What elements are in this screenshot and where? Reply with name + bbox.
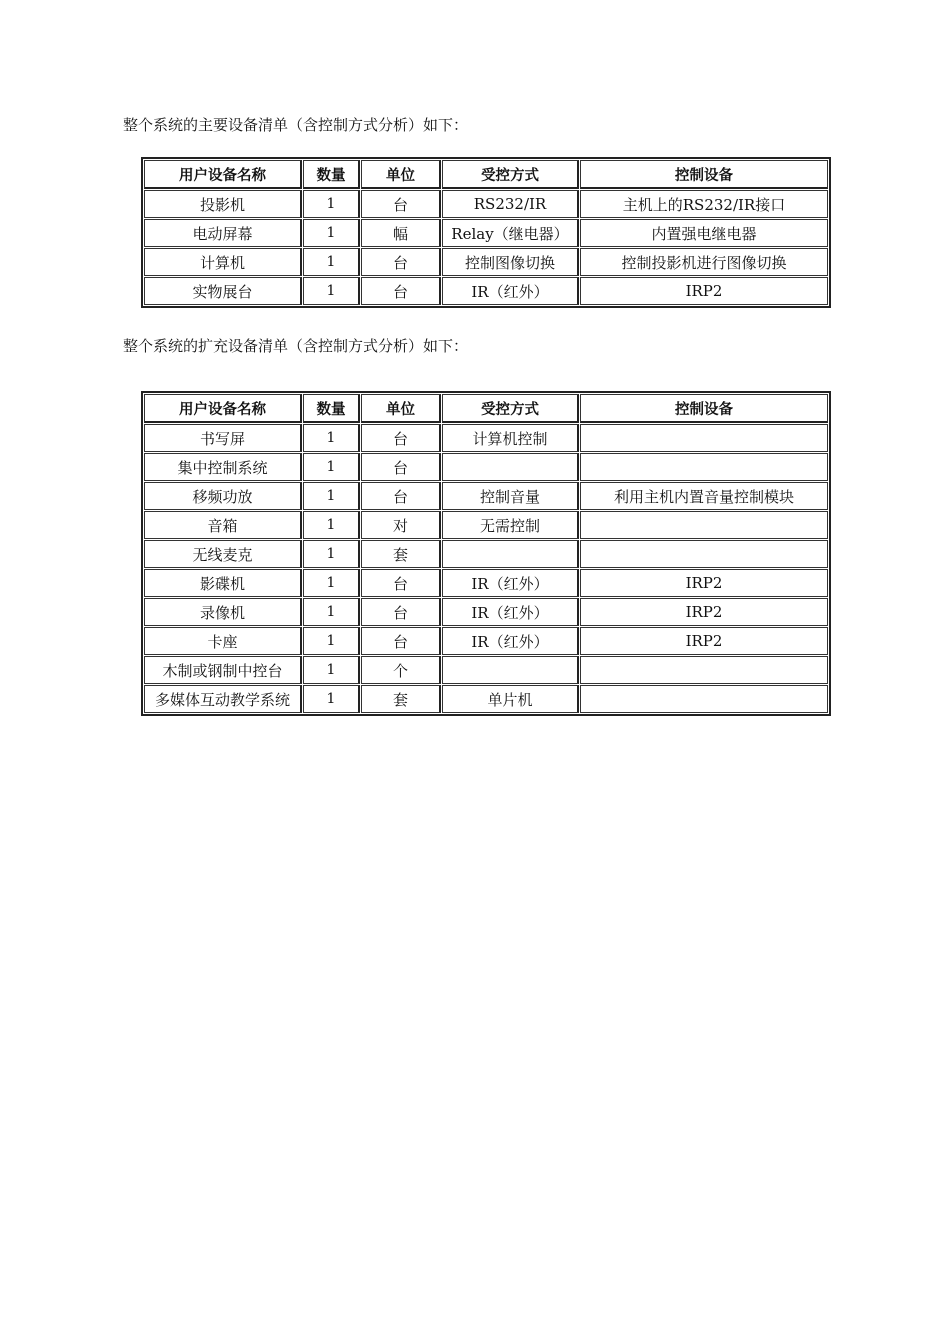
table-row [144,656,828,684]
main-equipment-table [141,157,831,308]
cell-control-mode: 无需控制 [442,511,579,539]
cell-unit: 台 [361,453,441,481]
table-row [144,540,828,568]
cell-device-name: 音箱 [144,511,302,539]
table-row [144,248,828,276]
cell-quantity: 1 [303,540,360,568]
cell-unit: 套 [361,540,441,568]
header-control-device: 控制设备 [580,160,828,189]
header-quantity: 数量 [303,394,360,423]
cell-unit: 台 [361,598,441,626]
cell-control-device: 主机上的RS232/IR接口 [580,190,828,218]
cell-device-name: 卡座 [144,627,302,655]
cell-unit: 台 [361,482,441,510]
cell-device-name: 集中控制系统 [144,453,302,481]
header-device-name: 用户设备名称 [144,394,302,423]
cell-control-mode: RS232/IR [442,190,579,218]
cell-control-mode [442,453,579,481]
cell-control-device: IRP2 [580,277,828,305]
cell-control-device [580,424,828,452]
cell-unit: 台 [361,190,441,218]
header-control-device: 控制设备 [580,394,828,423]
extended-table-body [144,424,828,713]
table-row [144,627,828,655]
cell-device-name: 移频功放 [144,482,302,510]
cell-quantity: 1 [303,277,360,305]
cell-quantity: 1 [303,190,360,218]
cell-control-mode: 单片机 [442,685,579,713]
cell-control-device: IRP2 [580,569,828,597]
cell-quantity: 1 [303,424,360,452]
table-header-row [144,394,828,423]
header-unit: 单位 [361,394,441,423]
cell-control-mode: IR（红外） [442,569,579,597]
header-quantity: 数量 [303,160,360,189]
cell-device-name: 多媒体互动教学系统 [144,685,302,713]
cell-device-name: 计算机 [144,248,302,276]
cell-control-device [580,511,828,539]
cell-quantity: 1 [303,685,360,713]
cell-control-device: IRP2 [580,598,828,626]
header-control-mode: 受控方式 [442,394,579,423]
table-row [144,482,828,510]
cell-quantity: 1 [303,598,360,626]
cell-quantity: 1 [303,482,360,510]
cell-unit: 套 [361,685,441,713]
cell-control-mode: Relay（继电器） [442,219,579,247]
cell-control-mode: 控制图像切换 [442,248,579,276]
cell-control-mode: IR（红外） [442,627,579,655]
cell-control-mode: 计算机控制 [442,424,579,452]
cell-unit: 台 [361,277,441,305]
cell-unit: 幅 [361,219,441,247]
cell-quantity: 1 [303,248,360,276]
cell-quantity: 1 [303,219,360,247]
header-unit: 单位 [361,160,441,189]
cell-quantity: 1 [303,627,360,655]
cell-quantity: 1 [303,511,360,539]
cell-control-device [580,540,828,568]
cell-device-name: 录像机 [144,598,302,626]
cell-control-device: 利用主机内置音量控制模块 [580,482,828,510]
cell-control-mode: IR（红外） [442,598,579,626]
table-row [144,219,828,247]
cell-device-name: 木制或钢制中控台 [144,656,302,684]
table-row [144,598,828,626]
cell-device-name: 无线麦克 [144,540,302,568]
cell-control-mode [442,656,579,684]
table-row [144,511,828,539]
cell-control-device [580,685,828,713]
cell-control-device: 控制投影机进行图像切换 [580,248,828,276]
header-control-mode: 受控方式 [442,160,579,189]
cell-device-name: 电动屏幕 [144,219,302,247]
table-row [144,190,828,218]
cell-control-mode: IR（红外） [442,277,579,305]
table-row [144,277,828,305]
cell-unit: 个 [361,656,441,684]
cell-control-device [580,453,828,481]
cell-control-device [580,656,828,684]
cell-quantity: 1 [303,453,360,481]
cell-unit: 台 [361,248,441,276]
table-header-row [144,160,828,189]
cell-quantity: 1 [303,656,360,684]
extended-equipment-intro: 整个系统的扩充设备清单（含控制方式分析）如下： [123,337,469,355]
cell-device-name: 投影机 [144,190,302,218]
cell-unit: 台 [361,569,441,597]
cell-control-device: IRP2 [580,627,828,655]
cell-unit: 台 [361,424,441,452]
table-row [144,685,828,713]
cell-control-mode: 控制音量 [442,482,579,510]
table-row [144,453,828,481]
cell-device-name: 书写屏 [144,424,302,452]
cell-control-mode [442,540,579,568]
cell-device-name: 实物展台 [144,277,302,305]
cell-unit: 台 [361,627,441,655]
cell-quantity: 1 [303,569,360,597]
extended-equipment-table [141,391,831,716]
main-table-body [144,190,828,305]
cell-device-name: 影碟机 [144,569,302,597]
header-device-name: 用户设备名称 [144,160,302,189]
cell-unit: 对 [361,511,441,539]
cell-control-device: 内置强电继电器 [580,219,828,247]
table-row [144,424,828,452]
table-row [144,569,828,597]
main-equipment-intro: 整个系统的主要设备清单（含控制方式分析）如下： [123,116,469,134]
